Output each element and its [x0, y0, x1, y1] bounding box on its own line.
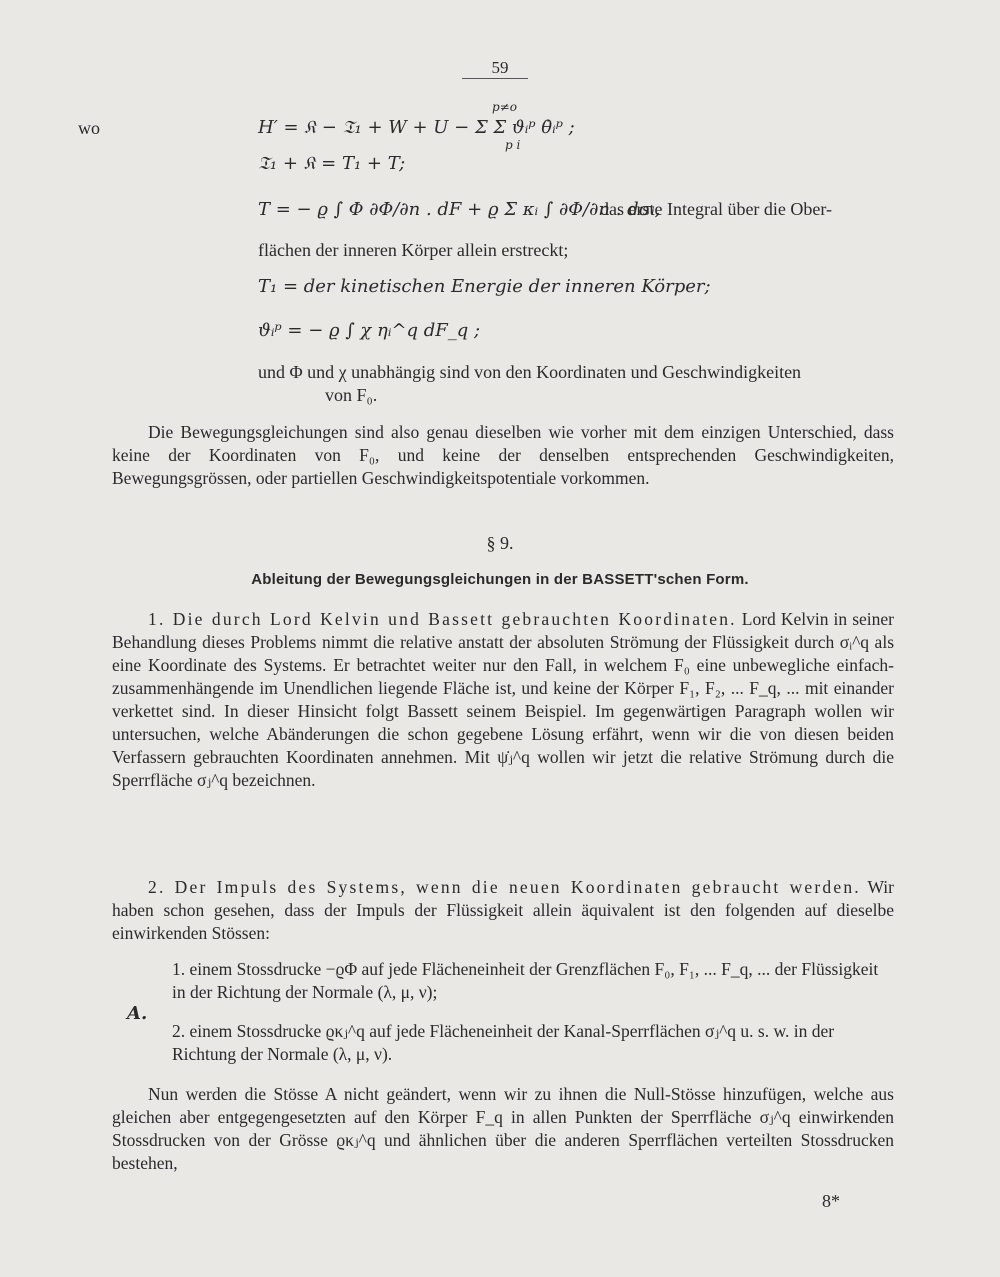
list-item-1: 1. einem Stossdrucke −ϱΦ auf jede Flächeneinheit der Grenzflächen F₀, F₁, ... F_q, ... der Flüssigkeit in der Richtung der Normale (λ, μ, ν); — [172, 959, 879, 1002]
equation-h-prime: H′ = 𝔎 − 𝔗₁ + W + U − Σ Σ ϑᵢᵖ θ̇ᵢᵖ ; — [258, 117, 575, 138]
equation-theta: ϑᵢᵖ = − ϱ ∫ χ ηᵢ^q dF_q ; — [258, 320, 481, 341]
subsection-2-heading: 2. Der Impuls des Systems, wenn die neuen Koordinaten gebraucht werden. — [148, 877, 861, 897]
sum-lower-limit: p i — [505, 138, 521, 152]
page-number-rule — [462, 78, 528, 79]
paragraph-null-impulses: Nun werden die Stösse A nicht geändert, wenn wir zu ihnen die Null-Stösse hinzufügen, welche aus gleichen aber entgegengesetzten auf den Körper F_q in allen Punkten der Sperrfläche σⱼ^q einwirkenden Stossdrucken von der Grösse ϱκⱼ^q und ähnlichen über die anderen Sperrflächen verteilten Stossdrucken bestehen, — [112, 1084, 894, 1173]
paragraph-motion-equations: Die Bewegungsgleichungen sind also genau dieselben wie vorher mit dem einzigen Unterschied, dass keine der Koordinaten von F₀, und keine der denselben entsprechenden Geschwindigkeiten, Bewegungsgrössen, oder partiellen Geschwindigkeitspotentiale vorkommen. — [112, 422, 894, 488]
subsection-2 — [112, 876, 894, 945]
subsection-1-heading: 1. Die durch Lord Kelvin und Bassett gebrauchten Koordinaten. — [148, 609, 737, 629]
subsection-1-body: Lord Kelvin in seiner Behandlung dieses Problems nimmt die relative anstatt der absoluten Strömung der Flüssigkeit durch σᵢ^q als eine Koordinate des Systems. Er betrachtet weiter nur den Fall, in welchem F₀ eine unbewegliche einfach-zusammenhängende im Unendlichen liegende Fläche ist, und keine der Körper F₁, F₂, ... F_q, ... mit einander verkettet sind. In dieser Hinsicht folgt Bassett seinem Beispiel. Im gegenwärtigen Paragraph wollen wir untersuchen, welche Abänderungen die schon gegebene Lösung erfährt, wenn wir die von diesen beiden Verfassern gebrauchten Koordinaten annehmen. Mit ψ̇ⱼ^q wollen wir jetzt die relative Strömung durch die Sperrfläche σⱼ^q bezeichnen. — [112, 609, 895, 790]
page-number: 59 — [491, 58, 509, 77]
subsection-1 — [112, 608, 894, 792]
label-a: A. — [127, 1003, 148, 1024]
list-item-2: 2. einem Stossdrucke ϱκⱼ^q auf jede Flächeneinheit der Kanal-Sperrflächen σⱼ^q u. s. w. in der Richtung der Normale (λ, μ, ν). — [172, 1021, 835, 1064]
subsection-2-body: Wir haben schon gesehen, dass der Impuls der Flüssigkeit allein äquivalent ist den folgenden auf dieselbe einwirkenden Stössen: — [112, 877, 894, 943]
condition-line-1: und Φ und χ unabhängig sind von den Koordinaten und Geschwindigkeiten — [258, 362, 802, 382]
section-number: § 9. — [486, 533, 514, 553]
condition-line-2: von F₀. — [325, 385, 378, 405]
equation-t-continuation: flächen der inneren Körper allein erstreckt; — [258, 240, 569, 260]
section-title: Ableitung der Bewegungsgleichungen in der BASSETT'schen Form. — [251, 571, 749, 588]
equation-t-text: das erste Integral über die Ober- — [600, 199, 833, 219]
sum-upper-limit: p≠o — [492, 100, 517, 114]
signature-mark: 8* — [822, 1191, 840, 1211]
equation-t1-k: 𝔗₁ + 𝔎 = T₁ + T; — [258, 153, 406, 174]
equation-t: T = − ϱ ∫ Φ ∂Φ/∂n . dF + ϱ Σ κᵢ ∫ ∂Φ/∂n . dσᵢ, — [258, 199, 661, 220]
equation-t1: T₁ = der kinetischen Energie der inneren Körper; — [258, 276, 711, 297]
wo-label: wo — [78, 118, 100, 138]
